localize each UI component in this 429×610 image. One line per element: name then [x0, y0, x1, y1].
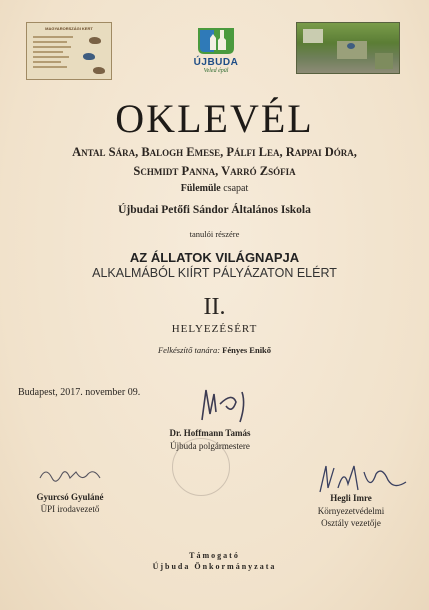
- office-head-signature: [36, 464, 106, 490]
- poster-text-line: [33, 36, 73, 38]
- teacher-name: Fényes Enikő: [222, 345, 272, 355]
- student-names-line-1: Antal Sára, Balogh Emese, Pálfi Lea, Rappai Dóra,: [72, 145, 357, 159]
- support-label: Támogató: [189, 551, 240, 560]
- bird-icon: [83, 53, 95, 60]
- mayor-signature: [192, 384, 262, 428]
- bird-feeder-photo: [296, 22, 400, 74]
- poster-text-line: [33, 46, 71, 48]
- department-head-role-line-1: Környezetvédelmi: [317, 506, 385, 516]
- place-number: II.: [203, 294, 226, 320]
- recipient-text: tanulói részére: [189, 229, 240, 239]
- bird-icon: [93, 67, 105, 74]
- office-head-name: Gyurcsó Gyuláné: [36, 492, 104, 502]
- poster-title: MAGYARORSZÁGI KERT: [45, 26, 93, 31]
- photo-detail: [375, 53, 393, 69]
- mayor-role: Újbuda polgármestere: [170, 441, 250, 451]
- team-word: csapat: [223, 183, 249, 194]
- department-head-role-line-2: Osztály vezetője: [321, 518, 381, 528]
- team-line: [0, 183, 429, 194]
- event-subtitle: ALKALMÁBÓL KIÍRT PÁLYÁZATON ELÉRT: [92, 266, 337, 280]
- event-title: AZ ÁLLATOK VILÁGNAPJA: [129, 250, 300, 265]
- certificate-title: OKLEVÉL: [115, 96, 314, 141]
- bird-icon: [347, 43, 355, 49]
- poster-text-line: [33, 56, 69, 58]
- school-name: Újbudai Petőfi Sándor Általános Iskola: [118, 204, 311, 216]
- poster-text-line: [33, 51, 63, 53]
- department-head-name: Hegli Imre: [330, 493, 372, 503]
- office-head-role: ÜPI irodavezető: [40, 504, 100, 514]
- poster-image: [26, 22, 112, 80]
- poster-text-line: [33, 61, 61, 63]
- placement-label: HELYEZÉSÉRT: [171, 323, 258, 335]
- issue-date: Budapest, 2017. november 09.: [18, 387, 141, 398]
- teacher-label: Felkészítő tanára:: [157, 345, 221, 355]
- team-name: Fülemüle: [180, 183, 221, 194]
- logo-wordmark: ÚJBUDA: [193, 57, 239, 68]
- mayor-name: Dr. Hoffmann Tamás: [169, 428, 251, 438]
- student-names-line-2: Schmidt Panna, Varró Zsófia: [133, 164, 296, 178]
- poster-text-line: [33, 66, 67, 68]
- department-head-signature: [314, 462, 414, 496]
- logo-slogan: Veled épül: [203, 68, 229, 74]
- photo-detail: [303, 29, 323, 43]
- poster-text-line: [33, 41, 67, 43]
- teacher-line: [0, 345, 429, 355]
- supporter-name: Újbuda Önkormányzata: [152, 562, 277, 571]
- bird-icon: [89, 37, 101, 44]
